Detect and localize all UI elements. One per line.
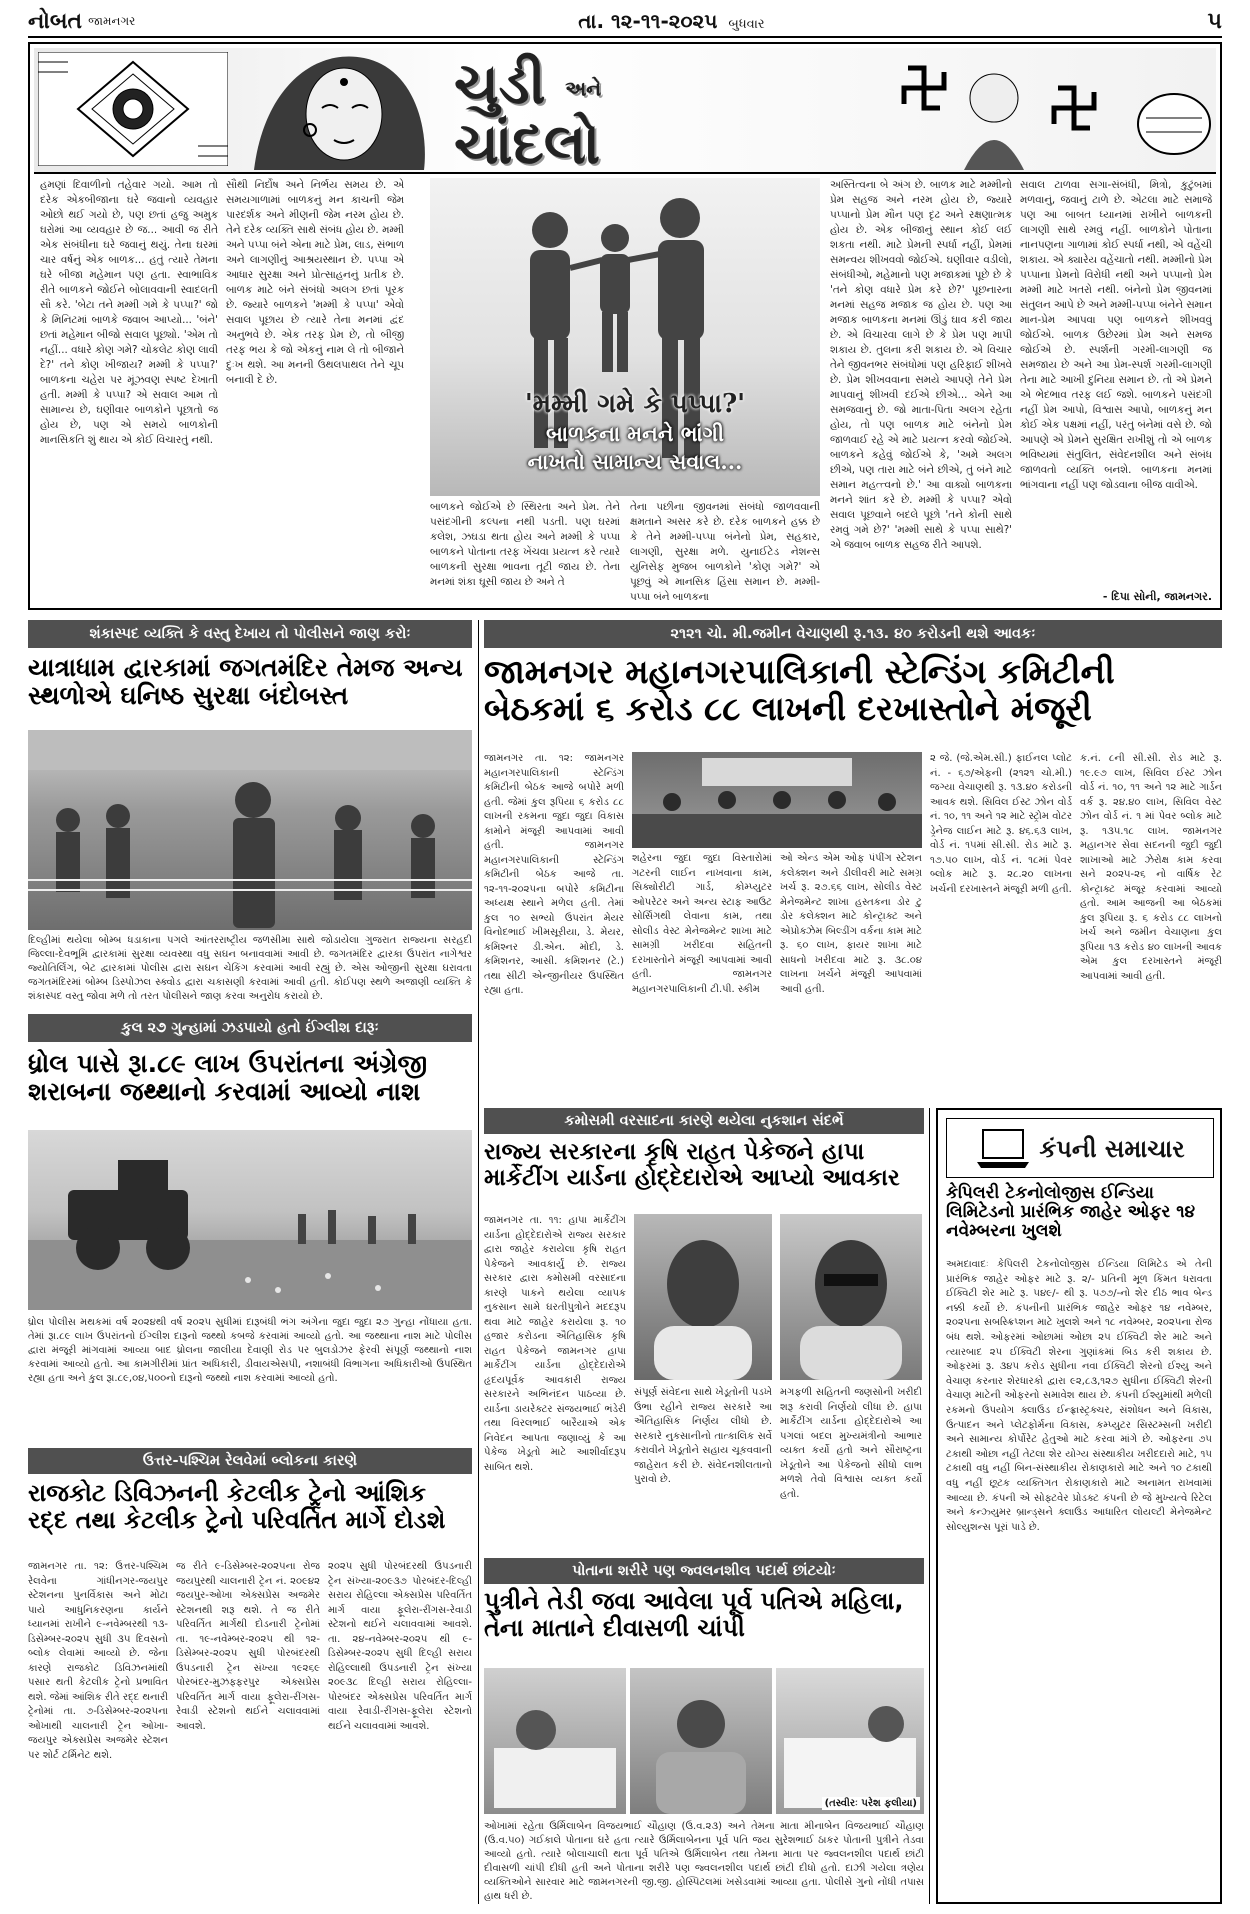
railway-column-3: ૨૦૨૫ સુધી પોરબંદરથી ઉપડનારી ટ્રેન સંખ્યા-૨૦૯૩૭ પોરબંદર-દિલ્હી સરાય રોહિલ્લા એક્સપ્રેસ પરિવર્તિત માર્ગ વાયા ફૂલેરા-રીંગસ-રેવાડી સ્ટેશનો થઈને ચલાવવામાં આવશે. તા. ૨૪-નવેમ્બર-૨૦૨૫ થી ૯-ડિસેમ્બર-૨૦૨૫ સુધી દિલ્હી સરાય રોહિલ્લાથી ઉપડનારી ટ્રેન સંખ્યા ૨૦૯૩૮ દિલ્હી સરાય રોહિલ્લા-પોરબંદર એક્સપ્રેસ પરિવર્તિત માર્ગ વાયા રેવાડી-રીંગસ-ફૂલેરા સ્ટેશનો થઈને ચલાવવામાં આવશે. bbox=[328, 1561, 472, 1732]
railway-kicker: ઉત્તર-પશ્ચિમ રેલવેમાં બ્લોકના કારણે bbox=[28, 1448, 472, 1474]
dhrol-body: ધ્રોલ પોલીસ મથકમાં વર્ષ ૨૦૨૪થી વર્ષ ૨૦૨૫ સુધીમાં દારૂબંધી ભંગ અંગેના જુદા જુદા ૨૭ ગુન્હા નોંધાયા હતા. તેમાં રૂા.૮૯ લાખ ઉપરાંતનો ઈંગ્લીશ દારૂનો જથ્થો કબજે કરવામાં આવ્યો હતો. આ જથ્થાના નાશ માટે પોલીસ દ્વારા મંજૂરી માંગવામાં આવ્યા બાદ ધ્રોલના જાલીયા દેવાણી રોડ પર બુલડોઝર ફેરવી સંપૂર્ણ જથ્થાનો નાશ કરવામાં આવ્યો હતો. આ કામગીરીમાં પ્રાંત અધિકારી, ડીવાયએસપી, નશાબંધી વિભાગના અધિકારીઓ ઉપસ્થિત રહ્યા હતા અને કુલ રૂા.૮૯,૦૪,૫૦૦નો દારૂનો જથ્થો નાશ કરવામાં આવ્યો હતો. bbox=[28, 1317, 472, 1384]
burn-photo-3 bbox=[776, 1668, 924, 1814]
jmc-column-5: ક.નં. ૮ની સી.સી. રોડ માટે રૂ. ૧૯.૯૭ લાખ, સિવિલ ઈસ્ટ ઝોન વોર્ડ નં. ૧૦, ૧૧ અને ૧૨ માટે ગાર્ડન વર્ક રૂ. ૨૪.૪૦ લાખ, સિવિલ વેસ્ટ ઝોન વોર્ડ નં. ૧ માં પેવર બ્લોક માટે રૂ. ૧૩૫.૧૮ લાખ. જામનગર મહાનગર સેવા સદનની જુદી જુદી શાખાઓ માટે ઝેરોક્ષ કામ કરવા સને ૨૦૨૫-૨૬ નો વાર્ષિક રેટ કોન્ટ્રાક્ટ મંજૂર કરવામાં આવ્યો હતો. આમ આજની આ બેઠકમાં કુલ રૂપિયા રૂ. ૬ કરોડ ૮૮ લાખનો ખર્ચ અને જમીન વેચાણના કુલ રૂપિયા ૧૩ કરોડ ૪૦ લાખની આવક એમ કુલ દરખાસ્તને મંજૂરી આપવામાં આવી હતી. bbox=[1080, 753, 1222, 982]
company-box-title: કંપની સમાચાર bbox=[1039, 1133, 1185, 1163]
meeting-photo-icon bbox=[632, 752, 922, 848]
company-headline: કેપિલરી ટેકનોલોજીસ ઈન્ડિયા લિમિટેડનો પ્રારંભિક જાહેર ઓફર ૧૪ નવેમ્બરના ખુલશે bbox=[946, 1183, 1196, 1242]
dwarka-body: દિલ્હીમાં થયેલા બોમ્બ ધડાકાના પગલે આંતરરાષ્ટ્રીય જળસીમા સાથે જોડાયેલા ગુજરાત રાજ્યના સરહદી જિલ્લા-દેવભૂમિ દ્વારકામાં સુરક્ષા વ્યવસ્થા વધુ સઘન બનાવવામાં આવી છે. જગતમંદિર દ્વારકા ઉપરાંત નાગેશ્વર જ્યોતિર્લિંગ, બેટ દ્વારકામાં પોલીસ દ્વારા સઘન ચેકિંગ કરવામાં આવી રહ્યું છે. એસ ઓજીની સુરક્ષા ઘરાવતા જગતમંદિરમાં બોમ્બ ડિસ્પોઝલ સ્ક્વોડ દ્વારા ચકાસણી કરવામાં આવી હતી. કોઈપણ સ્થળે અજાણી વ્યક્તિ કે શંકાસ્પદ વસ્તુ જોવા મળે તો તરત પોલીસને જાણ કરવા અનુરોધ કરાયો છે. bbox=[28, 935, 472, 1002]
bulldozer-photo-icon bbox=[28, 1130, 472, 1310]
hospital-patient-icon bbox=[776, 1668, 924, 1814]
burn-photo-credit: (તસ્વીરઃ પરેશ ફલીયા) bbox=[822, 1797, 920, 1810]
person-portrait-icon bbox=[780, 1214, 922, 1380]
logo-city: જામનગર bbox=[88, 13, 136, 28]
dhrol-kicker: કુલ ૨૭ ગુન્હામાં ઝડપાયો હતો ઈંગ્લીશ દારૂઃ bbox=[28, 1014, 472, 1042]
logo-name: નોબત bbox=[28, 8, 83, 34]
feature-column-4: તેના પછીના જીવનમાં સંબંધો જાળવવાની ક્ષમતાને અસર કરે છે. દરેક બાળકને હક્ક છે કે તેને મમ્મી-પપ્પા બંનેનો પ્રેમ, સહકાર, લાગણી, સુરક્ષા મળે. યુનાઈટેડ નેશન્સ યુનિસેફ મુજબ બાળકોને 'કોણ ગમે?' એ પૂછવું એ માનસિક હિંસા સમાન છે. મમ્મી-પપ્પા બંને બાળકના bbox=[630, 501, 820, 603]
burn-photo-2 bbox=[630, 1668, 772, 1814]
railway-column-2: જ રીતે ૯-ડિસેમ્બર-૨૦૨૫ના રોજ જયપુરથી ચાલનારી ટ્રેન નં. ૨૦૯૪૨ જયપુર-ઓખા એક્સપ્રેસ અજમેર સ્ટેશનથી શરૂ થશે. તે જ રીતે પરિવર્તિત માર્ગથી દોડનારી ટ્રેનોમાં તા. ૧૯-નવેમ્બર-૨૦૨૫ થી ૧૨-ડિસેમ્બર-૨૦૨૫ સુધી પોરબંદરથી ઉપડનારી ટ્રેન સંખ્યા ૧૯૨૬૯ પોરબંદર-મુઝફ્ફરપુર એક્સપ્રેસ પરિવર્તિત માર્ગ વાયા ફૂલેરા-રીંગસ-રેવાડી સ્ટેશનો થઈને ચલાવવામાં આવશે. bbox=[176, 1561, 320, 1732]
day-text: બુધવાર bbox=[728, 17, 765, 32]
feature-title bbox=[454, 51, 874, 174]
feature-photo bbox=[430, 178, 820, 496]
person-portrait-icon bbox=[634, 1214, 772, 1380]
agri-column-2: સંપૂર્ણ સંવેદના સાથે ખેડૂતોની પડખે ઉભા રહીને રાજ્ય સરકારે આ ઐતિહાસિક નિર્ણય લીધો છે. સરકારે નુકસાનીનો તાત્કાલિક સર્વે કરાવીને ખેડૂતોને સહાય ચૂકવવાની જાહેરાત કરી છે. સંવેદનશીલતાનો પુરાવો છે. bbox=[634, 1387, 772, 1485]
burn-body: ઓખામાં રહેતા ઉર્મિલાબેન વિજયભાઈ ચૌહાણ (ઉ.વ.૨૩) અને તેમના માતા મીનાબેન વિજયભાઈ ચૌહાણ (ઉ.વ.૫૦) ગઈકાલે પોતાના ઘરે હતા ત્યારે ઉર્મિલાબેનના પૂર્વ પતિ જય સુરેશભાઈ ઠાકર પોતાની પુત્રીને તેડવા આવ્યો હતો. ત્યારે બોલાચાલી થતા પૂર્વ પતિએ ઉર્મિલાબેન તથા તેમના માતા પર જ્વલનશીલ પદાર્થ છાંટી દીવાસળી ચાંપી દીધી હતી અને પોતાના શરીરે પણ જ્વલનશીલ પદાર્થ છાંટી દીધો હતો. દાઝી ગયેલા ત્રણેય વ્યક્તિઓને સારવાર માટે જામનગરની જી.જી. હોસ્પિટલમાં ખસેડવામાં આવ્યા હતા. પોલીસે ગુનો નોંધી તપાસ હાથ ધરી છે. bbox=[484, 1821, 924, 1902]
railway-headline: રાજકોટ ડિવિઝનની કેટલીક ટ્રેનો આંશિક રદ્દ તથા કેટલીક ટ્રેનો પરિવર્તિત માર્ગે દોડશે bbox=[28, 1479, 446, 1534]
jmc-kicker: ૨૧૨૧ ચો. મી.જમીન વેચાણથી રૂ.૧૩. ૪૦ કરોડની થશે આવકઃ bbox=[484, 620, 1222, 648]
issue-date bbox=[578, 9, 764, 33]
burn-kicker: પોતાના શરીરે પણ જ્વલનશીલ પદાર્થ છાંટયોઃ bbox=[484, 1558, 924, 1584]
company-body: અમદાવાદઃ કેપિલરી ટેકનોલોજીસ ઈન્ડિયા લિમિટેડ એ તેની પ્રારંભિક જાહેર ઓફર માટે રૂ. ૨/- પ્રતિની મૂળ કિંમત ધરાવતા ઈક્વિટી શેર માટે રૂ. ૫૪૯/- થી રૂ. ૫૭૭/-નો શેર દીઠ ભાવ બેન્ડ નક્કી કર્યો છે. કંપનીની પ્રારંભિક જાહેર ઓફર ૧૪ નવેમ્બર, ૨૦૨૫ના સબસ્ક્રિપ્શન માટે ખુલશે અને ૧૮ નવેમ્બર, ૨૦૨૫ના રોજ બંધ થશે. ઓફરમાં ઓછામાં ઓછા ૨૫ ઈક્વિટી શેર માટે અને ત્યારબાદ ૨૫ ઈક્વિટી શેરના ગુણાંકમાં બિડ કરી શકાય છે. ઓફરમાં રૂ. ૩૪૫ કરોડ સુધીના નવા ઈક્વિટી શેરનો ઈશ્યુ અને વેચાણ કરનાર શેરધારકો દ્વારા ૯૨,૮૩,૧૨૭ સુધીના ઈક્વિટી શેરની વેચાણ માટેની ઓફરનો સમાવેશ થાય છે. કંપની ઈશ્યુમાંથી મળેલી રકમનો ઉપયોગ ક્લાઉડ ઈન્ફ્રાસ્ટ્રક્ચર, સંશોધન અને વિકાસ, ઉત્પાદન અને પ્લેટફોર્મના વિકાસ, કમ્પ્યુટર સિસ્ટમ્સની ખરીદી અને સામાન્ય કોર્પોરેટ હેતુઓ માટે કરવા માંગે છે. ઓફરના ૭૫ ટકાથી ઓછા નહીં તેટલા શેર યોગ્ય સંસ્થાકીય ખરીદદારો માટે, ૧૫ ટકાથી વધુ નહીં બિન-સંસ્થાકીય રોકાણકારો માટે અને ૧૦ ટકાથી વધુ નહીં છૂટક વ્યક્તિગત રોકાણકારો માટે અનામત રાખવામાં આવ્યા છે. કંપની એ સોફ્ટવેર પ્રોડક્ટ કંપની છે જે મુખ્યત્વે રિટેલ અને કન્ઝ્યુમર બ્રાન્ડ્સને ક્લાઉડ આધારિત લોયલ્ટી મેનેજમેન્ટ સોલ્યુશન્સ પૂરાં પાડે છે. bbox=[946, 1259, 1212, 1533]
feature-quote-line-2: બાળકના મનને ભાંગી bbox=[545, 421, 725, 446]
agri-column-1: જામનગર તા. ૧૧: હાપા માર્કેટીંગ યાર્ડના હોદ્દેદારોએ રાજ્ય સરકાર દ્વારા જાહેર કરાયેલા કૃષિ રાહત પેકેજને આવકાર્યું છે. રાજ્ય સરકાર દ્વારા કમોસમી વરસાદના કારણે પાકને થયેલા વ્યાપક નુકસાન સામે ઘરતીપુત્રોને મદદરૂપ થવા માટે જાહેર કરાયેલા રૂ. ૧૦ હજાર કરોડના ઐતિહાસિક કૃષિ રાહત પેકેજને જામનગર હાપા માર્કેટીંગ યાર્ડના હોદ્દેદારોએ હૃદયપૂર્વક આવકારી રાજ્ય સરકારને અભિનંદન પાઠવ્યા છે. યાર્ડના ડાયરેક્ટર સંજયભાઈ ભંડેરી તથા વિરલભાઈ બારૈયાએ એક નિવેદન આપતા જણાવ્યું કે આ પેકેજ ખેડૂતો માટે આશીર્વાદરૂપ સાબિત થશે. bbox=[484, 1215, 626, 1473]
jmc-column-4: ૨ જે. (જે.એમ.સી.) ફાઈનલ પ્લોટ નં. - ૬૭/એફની (૨૧૨૧ ચો.મી.) જગ્યા વેચાણથી રૂ. ૧૩.૪૦ કરોડની આવક થશે. સિવિલ ઈસ્ટ ઝોન વોર્ડ નં. ૧૦, ૧૧ અને ૧૨ માટે સ્ટ્રોમ વોટર ડ્રેનેજ લાઈન માટે રૂ. ૪૬.૬૩ લાખ, વોર્ડ નં. ૧૫માં સી.સી. રોડ માટે રૂ. ૧૭.૫૦ લાખ, વોર્ડ નં. ૧૮માં પેવર બ્લોક માટે રૂ. ૨૮.૨૦ લાખના ખર્ચની દરખાસ્તને મંજૂરી મળી હતી. bbox=[930, 753, 1072, 895]
company-box-header bbox=[946, 1118, 1214, 1178]
agri-portrait-2 bbox=[780, 1214, 922, 1380]
feature-column-5: અસ્તિત્વના બે અંગ છે. બાળક માટે મમ્મીનો પ્રેમ સહજ અને નરમ હોય છે, જ્યારે પપ્પાનો પ્રેમ મૌન પણ દૃઢ અને રક્ષણાત્મક હોય છે. એક બીજાનું સ્થાન કોઈ લઈ શકતા નથી. માટે પ્રેમની સ્પર્ધા નહીં, પ્રેમમાં સમન્વય શીખવવો જોઈએ. ઘણીવાર વડીલો, સંબંધીઓ, મહેમાનો પણ મજાકમાં પૂછે છે કે 'તને કોણ વધારે પ્રેમ કરે છે?' પૂછનારના મનમાં સહજ મજાક જ હોય છે. પણ આ મજાક બાળકના મનમાં ઊંડું ઘાવ કરી જાય છે. એ વિચારવા લાગે છે કે પ્રેમ પણ માપી શકાય છે. તુલના કરી શકાય છે. એ વિચાર તેને જીવનભર સંબંધોમાં પણ હરિફાઈ શીખવે છે. પ્રેમ શીખવવાના સમયે આપણે તેને પ્રેમ માપવાનું શીખવી દઈએ છીએ... એને આ સમજવાનું છે. જો માતા-પિતા અલગ રહેતા હોય, તો પણ બાળક માટે બંનેનો પ્રેમ જાળવાઈ રહે એ માટે પ્રયત્ન કરવો જોઈએ. બાળકને કહેવું જોઈએ કે, 'અમે અલગ છીએ, પણ તારા માટે બંને છીએ, તું બંને માટે સમાન મહત્ત્વનો છે.' આ વાક્યો બાળકના મનને શાંત કરે છે. મમ્મી કે પપ્પા? એવો સવાલ પૂછવાને બદલે પૂછો 'તને કોની સાથે રમવું ગમે છે?' 'મમ્મી સાથે કે પપ્પા સાથે?' એ જવાબ બાળક સહજ રીતે આપશે. bbox=[830, 179, 1012, 551]
festive-illustration-icon bbox=[884, 48, 1214, 170]
jmc-column-2: શહેરના જુદા જુદા વિસ્તારોમાં ગટરની લાઈન નાખવાના કામ, સિક્યોરીટી ગાર્ડ, કોમ્પ્યુટર ઓપરેટર અને અન્ય સ્ટાફ આઉટ સોર્સિંગથી લેવાના કામ, તથા સોલીડ વેસ્ટ મેનેજમેન્ટ શાખા માટે સામગ્રી ખરીદવા સહિતની દરખાસ્તોને મંજૂરી આપવામાં આવી હતી. જામનગર મહાનગરપાલિકાની ટી.પી. સ્કીમ bbox=[632, 853, 772, 995]
feature-banner bbox=[34, 48, 1216, 174]
dhrol-headline: ધ્રોલ પાસે રૂા.૮૯ લાખ ઉપરાંતના અંગ્રેજી શરાબના જથ્થાનો કરવામાં આવ્યો નાશ bbox=[28, 1049, 428, 1106]
page-number: ૫ bbox=[1207, 8, 1222, 34]
hospital-patient-icon bbox=[484, 1668, 626, 1814]
title-word-ane: અને bbox=[565, 76, 602, 101]
feature-column-6: સવાલ ટાળવા સગા-સંબંધી, મિત્રો, કુટુંબમાં મળવાનું, જવાનું ટાળે છે. એટલા માટે સમાજે પણ આ બાબત ધ્યાનમાં રાખીને બાળકની લાગણી સાથે રમવું નહીં. બાળકોને પોતાના નાનપણના ગાળામાં કોઈ સ્પર્ધા નથી, એ વહેંચી શકાય. એ ક્યારેય વહેંચાતો નથી. મમ્મીનો પ્રેમ પપ્પાના પ્રેમનો વિરોધી નથી અને પપ્પાનો પ્રેમ મમ્મી માટે ખતરો નથી. બંનેનો પ્રેમ જીવનમાં સંતુલન આપે છે અને મમ્મી-પપ્પા બંનેને સમાન માન-પ્રેમ આપવા પણ બાળકને શીખવવું જોઈએ. બાળક ઉછેરમાં પ્રેમ અને સમજ જોઈએ છે. સ્પર્શની ગરમી-લાગણી જ સમજાય છે અને આ પ્રેમ-સ્પર્શ ગરમી-લાગણી તેના માટે આખી દુનિયા સમાન છે. તો એ પ્રેમને એ ભેદભાવ તરફ લઈ જશે. બાળકને પસંદગી નહીં પ્રેમ આપો, વિશ્વાસ આપો, બાળકનું મન કોઈ એક પક્ષમાં નહીં, પરંતુ બંનેમાં વસે છે. જો આપણે એ પ્રેમને સુરક્ષિત રાખીશું તો એ બાળક ભવિષ્યમાં સંતુલિત, સંવેદનશીલ અને સંબંધ જાળવતો વ્યક્તિ બનશે. બાળકના મનમાં ભાંગવાના નહીં પણ જોડવાના બીજ વાવીએ. bbox=[1020, 179, 1212, 491]
feature-byline: - દિપા સોની, જામનગર. bbox=[1102, 590, 1212, 603]
column-rule bbox=[478, 620, 479, 1904]
mandala-ornament-icon bbox=[38, 52, 228, 166]
feature-column-2: સૌથી નિર્દોષ અને નિર્ભય સમય છે. એ સમયગાળામાં બાળકનું મન કાચની જેમ પારદર્શક અને મીણની જેમ નરમ હોય છે. તેને દરેક વ્યક્તિ સાથે સંબંધ હોય છે. મમ્મી અને પપ્પા બંને એના માટે પ્રેમ, લાડ, સંભાળ અને લાગણીનું આશ્રયસ્થાન છે. પપ્પા એ આધાર સુરક્ષા અને પ્રોત્સાહનનું પ્રતીક છે. બાળક માટે બંને સંબંધો અલગ છતાં પૂરક છે. જ્યારે બાળકને 'મમ્મી કે પપ્પા' એવો સવાલ પૂછાય છે ત્યારે તેના મનમાં દ્વંદ અનુભવે છે. એક તરફ પ્રેમ છે, તો બીજી તરફ ભય કે જો એકનું નામ લે તો બીજાને દુઃખ થશે. આ મનની ઉથલપાથલ તેને ચૂપ બનાવી દે છે. bbox=[226, 179, 404, 386]
woman-illustration-icon bbox=[234, 48, 434, 170]
feature-column-3: બાળકને જોઈએ છે સ્થિરતા અને પ્રેમ. તેને પસંદગીની કલ્પના નથી પડતી. પણ ઘરમાં કલેશ, ઝઘડા થતા હોય અને મમ્મી કે પપ્પા બાળકને પોતાના તરફ ખેંચવા પ્રયત્ન કરે ત્યારે બાળકની સુરક્ષા ભાવના તૂટી જાય છે. તેના મનમાં શંકા ઘૂસી જાય છે અને તે bbox=[430, 501, 620, 588]
dwarka-kicker: શંકાસ્પદ વ્યક્તિ કે વસ્તુ દેખાય તો પોલીસને જાણ કરોઃ bbox=[28, 620, 472, 648]
agri-column-3: મગફળી સહિતની જણસોની ખરીદી શરૂ કરાવી નિર્ણયો લીધા છે. હાપા માર્કેટીંગ યાર્ડના હોદ્દેદારોએ આ પગલાં બદલ મુખ્યમંત્રીનો આભાર વ્યક્ત કર્યો હતો અને સૌરાષ્ટ્રના ખેડૂતોને આ પેકેજનો સીધો લાભ મળશે તેવો વિશ્વાસ વ્યક્ત કર્યો હતો. bbox=[780, 1387, 922, 1500]
feature-quote-line-1: 'મમ્મી ગમે કે પપ્પા?' bbox=[524, 389, 746, 419]
agri-kicker: કમોસમી વરસાદના કારણે થયેલા નુકશાન સંદર્ભે bbox=[484, 1108, 924, 1134]
jmc-meeting-photo bbox=[632, 752, 922, 848]
title-word-chudi: ચુડી bbox=[454, 51, 546, 117]
dwarka-photo bbox=[28, 730, 472, 930]
railway-column-1: જામનગર તા. ૧૨: ઉત્તર-પશ્ચિમ રેલવેના ગાંધીનગર-જયપુર સ્ટેશનના પુનર્વિકાસ અને મોટા પાયે આધુનિકરણના કાર્યને ધ્યાનમાં રાખીને ૯-નવેમ્બરથી ૧૩-ડિસેમ્બર-૨૦૨૫ સુધી ૩૫ દિવસનો બ્લોક લેવામાં આવ્યો છે. જેના કારણે રાજકોટ ડિવિઝનમાંથી પસાર થતી કેટલીક ટ્રેનો પ્રભાવિત થશે. જેમાં આંશિક રીતે રદ્દ થનારી ટ્રેનોમાં તા. ૭-ડિસેમ્બર-૨૦૨૫ના ઓખાથી ચાલનારી ટ્રેન ઓખા-જયપુર એક્સપ્રેસ અજમેર સ્ટેશન પર શોર્ટ ટર્મિનેટ થશે. bbox=[28, 1561, 168, 1761]
laptop-icon bbox=[975, 1126, 1031, 1170]
masthead bbox=[28, 6, 1222, 38]
burn-headline: પુત્રીને તેડી જવા આવેલા પૂર્વ પતિએ મહિલા, તેના માતાને દીવાસળી ચાંપી bbox=[484, 1587, 904, 1642]
security-check-photo-icon bbox=[28, 730, 472, 930]
newspaper-logo bbox=[28, 9, 135, 34]
jmc-column-1: જામનગર તા. ૧૨: જામનગર મહાનગરપાલિકાની સ્ટેન્ડિંગ કમિટીની બેઠક આજે બપોરે મળી હતી. જેમાં કુલ રૂપિયા ૬ કરોડ ૮૮ લાખની રકમના જુદા જુદા વિકાસ કામોને મંજૂરી આપવામાં આવી હતી. જામનગર મહાનગરપાલિકાની સ્ટેન્ડિંગ કમિટીની બેઠક આજે તા. ૧૨-૧૧-૨૦૨૫ના બપોરે કમિટીના અધ્યક્ષ સ્થાને મળેલ હતી. તેમાં કુલ ૧૦ સભ્યો ઉપરાંત મેયર વિનોદભાઈ ખીમસૂરીયા, ડે. મેયર, કમિશ્નર ડી.એન. મોદી, ડે. કમિશનર, આસી. કમિશનર (ટે.) તથા સીટી એન્જીનીયર ઉપસ્થિત રહ્યા હતા. bbox=[484, 753, 624, 996]
title-word-chandlo: ચાંદલો bbox=[454, 111, 601, 174]
date-text: તા. ૧૨-૧૧-૨૦૨૫ bbox=[578, 9, 718, 33]
feature-column-1: હમણાં દિવાળીનો તહેવાર ગયો. આમ તો દરેક એકબીજાના ઘરે જવાનો વ્યવહાર ઓછો થઈ ગયો છે, પણ છતાં હજુ અમુક ઘરોમાં આ વ્યવહાર છે જ... આવી જ રીતે એક સંબંધીના ઘરે જવાનું થયું. તેના ઘરમાં ચાર વર્ષનું એક બાળક... હતું ત્યારે તેમના ઘરે બીજા મહેમાન પણ હતા. સ્વાભાવિક રીતે બાળકને જોઈને બોલાવવાની સ્વાદલતી સૌ કરે. 'બેટા તને મમ્મી ગમે કે પપ્પા?' જો કે મિનિટમાં બાળકે જવાબ આપ્યો... 'બંને' છતાં મહેમાન બીજો સવાલ પૂછ્યો. 'એમ તો નહીં... વધારે કોણ ગમે? ચોકલેટ કોણ લાવી દે?' તને કોણ ખીજાય? મમ્મી કે પપ્પા?' બાળકના ચહેરા પર મૂંઝવણ સ્પષ્ટ દેખાતી હતી. મમ્મી કે પપ્પા? એ સવાલ આમ તો સામાન્ય છે, ઘણીવાર બાળકોને પૂછાતો જ હોય છે, પણ એ સમયે બાળકોની માનસિકતિ શું થાય એ કોઈ વિચારતું નથી. bbox=[40, 179, 218, 446]
agri-headline: રાજ્ય સરકારના કૃષિ રાહત પેકેજને હાપા માર્કેટીંગ યાર્ડના હોદ્દેદારોએ આપ્યો આવકાર bbox=[484, 1139, 900, 1191]
feature-quote-line-3: નાખતો સામાન્ય સવાલ... bbox=[527, 449, 743, 474]
dwarka-headline: યાત્રાધામ દ્વારકામાં જગતમંદિર તેમજ અન્ય સ્થળોએ ઘનિષ્ઠ સુરક્ષા બંદોબસ્ત bbox=[28, 653, 463, 710]
company-news-box bbox=[936, 1108, 1222, 1904]
jmc-headline: જામનગર મહાનગરપાલિકાની સ્ટેન્ડિંગ કમિટીની બેઠકમાં ૬ કરોડ ૮૮ લાખની દરખાસ્તોને મંજૂરી bbox=[484, 652, 1115, 728]
feature-section bbox=[28, 42, 1222, 610]
jmc-column-3: ઓ એન્ડ એમ ઓફ પંપીંગ સ્ટેશન કલેક્શન અને ડીલીવરી માટે સમગ્ર ખર્ચ રૂ. ૨૭.૬૬ લાખ, સોલીડ વેસ્ટ મેનેજમેન્ટ શાખા હસ્તકના ડોર ટુ ડોર કલેક્શન માટે કોન્ટ્રાક્ટ અને એપ્રોક્ઝેમ બિલ્ડીંગ વર્કના કામ માટે રૂ. ૬૦ લાખ, ફાયર શાખા માટે સાધનો ખરીદવા માટે રૂ. ૩૮.૦૪ લાખના ખર્ચને મંજૂરી આપવામાં આવી હતી. bbox=[780, 853, 922, 995]
column-rule bbox=[929, 1108, 930, 1904]
agri-portrait-1 bbox=[634, 1214, 772, 1380]
hospital-patient-icon bbox=[630, 1668, 772, 1814]
dhrol-photo bbox=[28, 1130, 472, 1310]
burn-photo-1 bbox=[484, 1668, 626, 1814]
